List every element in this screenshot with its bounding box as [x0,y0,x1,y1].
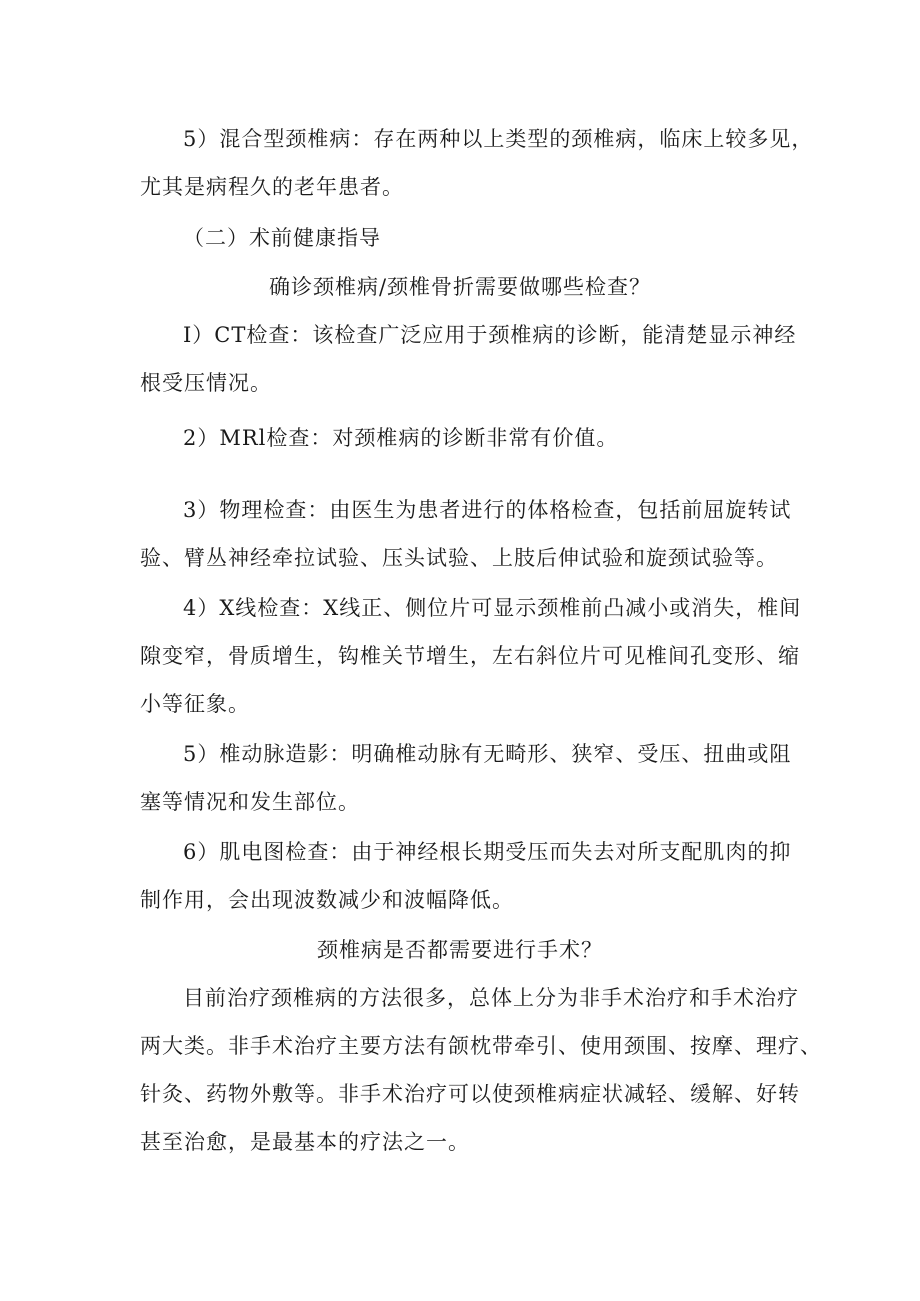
paragraph-treatment-line-1: 目前治疗颈椎病的方法很多，总体上分为非手术治疗和手术治疗 [183,986,799,1010]
paragraph-treatment-line-2: 两大类。非手术治疗主要方法有颌枕带牵引、使用颈围、按摩、理疗、 [140,1034,822,1058]
paragraph-xray-line-3: 小等征象。 [140,692,250,716]
paragraph-treatment-line-3: 针灸、药物外敷等。非手术治疗可以使颈椎病症状减轻、缓解、好转 [140,1082,800,1106]
paragraph-emg-line-2: 制作用，会出现波数减少和波幅降低。 [140,888,514,912]
paragraph-emg-line-1: 6）肌电图检查：由于神经根长期受压而失去对所支配肌肉的抑 [183,840,792,864]
paragraph-xray-line-1: 4）X线检查：X线正、侧位片可显示颈椎前凸减小或消失，椎间 [183,596,802,620]
paragraph-mixed-type-line-2: 尤其是病程久的老年患者。 [140,175,404,199]
paragraph-ct-line-1: I）CT检查：该检查广泛应用于颈椎病的诊断，能清楚显示神经 [183,323,797,347]
paragraph-physical-exam-line-1: 3）物理检查：由医生为患者进行的体格检查，包括前屈旋转试 [183,498,792,522]
paragraph-angiography-line-1: 5）椎动脉造影：明确椎动脉有无畸形、狭窄、受压、扭曲或阻 [183,742,792,766]
paragraph-ct-line-2: 根受压情况。 [140,371,272,395]
paragraph-mixed-type-line-1: 5）混合型颈椎病：存在两种以上类型的颈椎病，临床上较多见， [183,127,814,151]
paragraph-angiography-line-2: 塞等情况和发生部位。 [140,790,360,814]
section-heading-preop-guidance: （二）术前健康指导 [183,226,381,250]
paragraph-mri: 2）MRl检查：对颈椎病的诊断非常有价值。 [183,426,619,450]
subheading-diagnostic-exams: 确诊颈椎病/颈椎骨折需要做哪些检查？ [268,275,652,299]
paragraph-treatment-line-4: 甚至治愈，是最基本的疗法之一。 [140,1130,470,1154]
paragraph-xray-line-2: 隙变窄，骨质增生，钩椎关节增生，左右斜位片可见椎间孔变形、缩 [140,644,800,668]
subheading-surgery-question: 颈椎病是否都需要进行手术？ [317,938,603,962]
paragraph-physical-exam-line-2: 验、臂丛神经牵拉试验、压头试验、上肢后伸试验和旋颈试验等。 [140,546,778,570]
